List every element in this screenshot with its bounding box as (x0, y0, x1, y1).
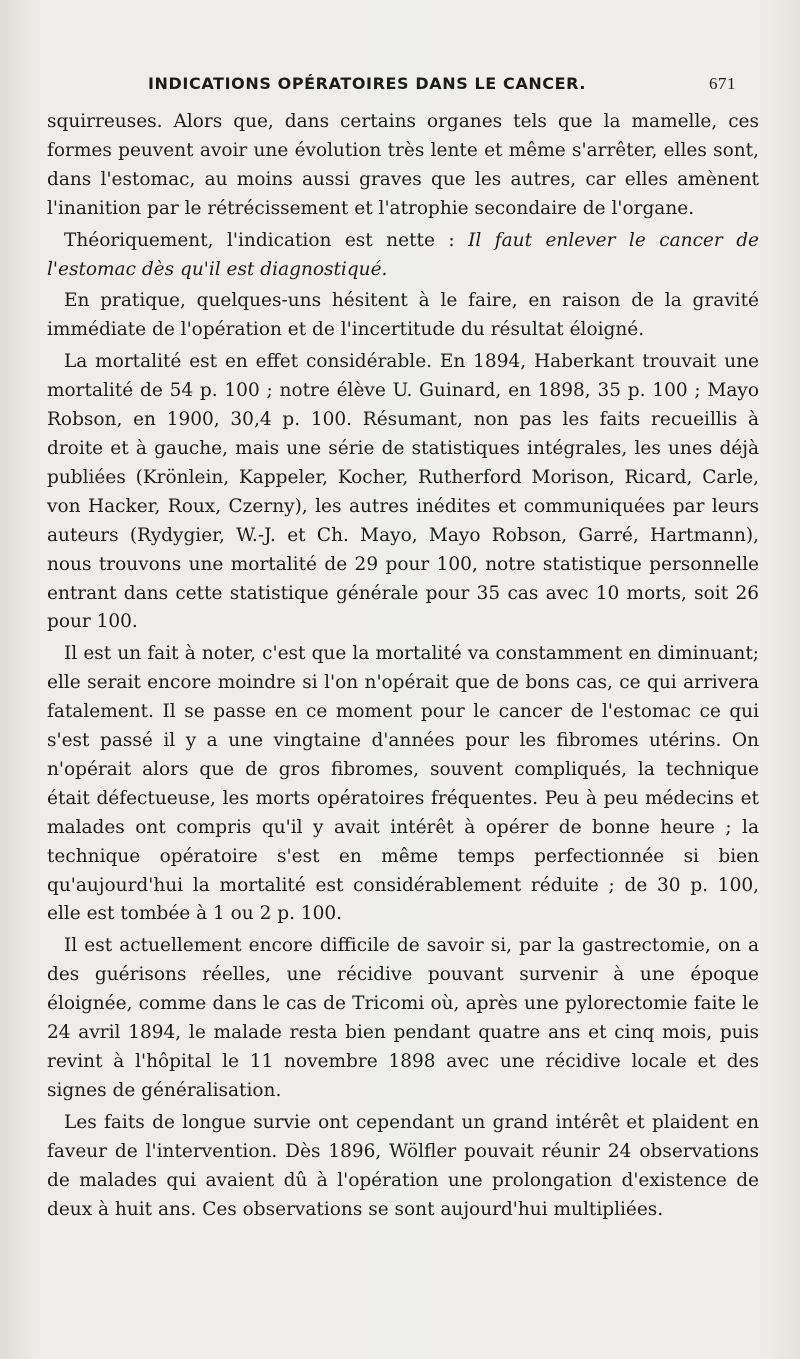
page-number: 671 (709, 74, 736, 93)
running-title: INDICATIONS OPÉRATOIRES DANS LE CANCER. (148, 74, 587, 93)
paragraph-scirrhous-forms: squirreuses. Alors que, dans certains organes tels que la mamelle, ces formes peuvent avoir une évolution très lente et même s'arrêter, elles sont, dans l'estomac, au moins aussi graves que les autres, car elles amènent l'inanition par le rétrécissement et l'atrophie secondaire de l'organe. (47, 111, 759, 219)
paragraph-recurrence: Il est actuellement encore difficile de savoir si, par la gastrectomie, on a des guérisons réelles, une récidive pouvant survenir à une époque éloignée, comme dans le cas de Tricomi où, après une pylorectomie faite le 24 avril 1894, le malade resta bien pendant quatre ans et cinq mois, puis revint à l'hôpital le 11 novembre 1898 avec une récidive locale et des signes de généralisation. (47, 935, 759, 1101)
paragraph-mortality: La mortalité est en effet considérable. En 1894, Haberkant trouvait une mortalité de 54 p. 100 ; notre élève U. Guinard, en 1898, 35 p. 100 ; Mayo Robson, en 1900, 30,4 p. 100. Résumant, non pas les faits recueillis à droite et à gauche, mais une série de statistiques intégrales, les unes déjà publiées (Krönlein, Kappeler, Kocher, Rutherford Morison, Ricard, Carle, von Hacker, Roux, Czerny), les autres inédites et communiquées par leurs auteurs (Rydygier, W.-J. et Ch. Mayo, Mayo Robson, Garré, Hartmann), nous trouvons une mortalité de 29 pour 100, notre statistique personnelle entrant dans cette statistique générale pour 35 cas avec 10 morts, soit 26 pour 100. (47, 351, 759, 633)
paragraph-practice: En pratique, quelques-uns hésitent à le faire, en raison de la gravité immédiate de l'opération et de l'incertitude du résultat éloigné. (47, 290, 759, 341)
paragraph-long-survival: Les faits de longue survie ont cependant un grand intérêt et plaident en faveur de l'intervention. Dès 1896, Wölfler pouvait réunir 24 observations de malades qui avaient dû à l'opération une prolongation d'existence de deux à huit ans. Ces observations se sont aujourd'hui multipliées. (47, 1111, 759, 1220)
running-header (148, 74, 736, 98)
indication-lead: Théoriquement, l'indication est nette : (64, 229, 469, 251)
paragraph-indication (47, 227, 759, 285)
body-text (47, 108, 759, 1224)
indication-emphasis: Il faut enlever le cancer de l'estomac dès qu'il est diagnostiqué. (47, 229, 759, 280)
paragraph-decreasing-mortality: Il est un fait à noter, c'est que la mortalité va constamment en diminuant; elle serait encore moindre si l'on n'opérait que de bons cas, ce qui arrivera fatalement. Il se passe en ce moment pour le cancer de l'estomac ce qui s'est passé il y a une vingtaine d'années pour les fibromes utérins. On n'opérait alors que de gros fibromes, souvent compliqués, la technique était défectueuse, les morts opératoires fréquentes. Peu à peu médecins et malades ont compris qu'il y avait intérêt à opérer de bonne heure ; la technique opératoire s'est en même temps perfectionnée si bien qu'aujourd'hui la mortalité est considérablement réduite ; de 30 p. 100, elle est tombée à 1 ou 2 p. 100. (47, 643, 759, 925)
